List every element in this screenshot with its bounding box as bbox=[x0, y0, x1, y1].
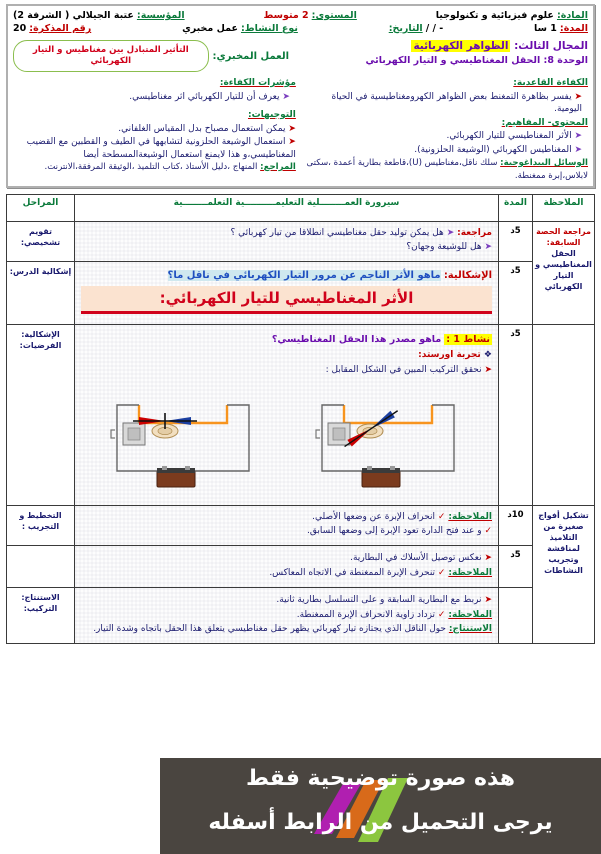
stage-cell-4: التخطيط و التجريب : bbox=[7, 506, 75, 546]
note-number-label: رقم المذكرة: bbox=[29, 23, 92, 34]
duration-field bbox=[534, 22, 588, 35]
means-label: الوسائل البيداغوجية: bbox=[500, 158, 588, 168]
header-observation: الملاحظة bbox=[533, 195, 595, 222]
circuit-svg-b bbox=[109, 383, 259, 495]
check-icon: ✓ bbox=[437, 568, 446, 578]
duration-label: المدة: bbox=[559, 23, 588, 34]
step-text-5: نعكس توصيل الأسلاك في البطارية. bbox=[350, 553, 482, 563]
domain-label: المجال الثالث: bbox=[514, 40, 588, 52]
review-item-2: هل للوشيعة وجهان؟ bbox=[406, 242, 482, 252]
arrow-icon: ➤ bbox=[484, 553, 492, 563]
subject-value: علوم فيزيائية و تكنولوجيا bbox=[435, 10, 554, 21]
arrow-icon: ➤ bbox=[484, 595, 492, 605]
instruction-line bbox=[81, 364, 492, 377]
date-label: التاريخ: bbox=[388, 23, 423, 34]
activity-type-label: نوع النشاط: bbox=[240, 23, 298, 34]
stage-cell-5 bbox=[7, 546, 75, 588]
content-item-2 bbox=[305, 144, 588, 157]
lab-work-label: العمل المخبري: bbox=[212, 50, 289, 62]
review-item-1: هل يمكن توليد حقل مغناطيسي انطلاقا من تيار كهربائي ؟ bbox=[230, 228, 444, 238]
battery-terminal-neg bbox=[367, 466, 372, 470]
circuit-svg-a bbox=[314, 383, 464, 495]
directives-label: التوجيهات: bbox=[247, 110, 296, 120]
duration-cell-6 bbox=[499, 588, 533, 644]
duration-cell-1: 5د bbox=[499, 222, 533, 262]
note-cell-1 bbox=[533, 222, 595, 325]
check-icon: ✓ bbox=[437, 512, 446, 522]
level-label: المستوى: bbox=[311, 10, 357, 21]
stage-cell-6: الاستنتاج: التركيب: bbox=[7, 588, 75, 644]
header-box bbox=[6, 4, 595, 188]
header-line-2 bbox=[13, 22, 588, 35]
lab-work-block bbox=[13, 40, 289, 72]
battery-body bbox=[157, 471, 195, 487]
subject-label: المادة: bbox=[556, 10, 588, 21]
domain-line bbox=[301, 40, 589, 52]
table-row bbox=[7, 262, 595, 325]
duration-cell-2: 5د bbox=[499, 262, 533, 325]
lab-work-title: التأثير المتبادل بين مغناطيس و التيار الكهربائي bbox=[13, 40, 209, 72]
lesson-title-banner: الأثر المغناطيسي للتيار الكهربائي: bbox=[81, 286, 492, 314]
indicator-text-1: يعرف أن للتيار الكهربائي اثر مغناطيسي. bbox=[129, 91, 280, 102]
duration-cell-3: 5د bbox=[499, 325, 533, 506]
arrow-icon: ➤ bbox=[288, 123, 296, 134]
problem-line bbox=[81, 269, 492, 283]
header-process: سيرورة العمــــــــلية التعليمــــــــــية التعلمــــــــية bbox=[75, 195, 499, 222]
institution-value: عتبة الجيلالي ( الشرفة 2) bbox=[13, 10, 134, 21]
observation-line-2 bbox=[81, 525, 492, 538]
push-switch-button bbox=[333, 428, 345, 440]
arrow-icon: ➤ bbox=[288, 137, 296, 147]
activity-type-value: عمل مخبري bbox=[182, 23, 238, 34]
note-body-1: الحقل المغناطيسي و التيار الكهربائي bbox=[535, 249, 592, 291]
chevron-icon: ➤ bbox=[484, 242, 492, 252]
indicators-title-row bbox=[13, 77, 296, 91]
conclusion-text: حول الناقل الذي يجتازه تيار كهربائي يظهر حقل مغناطيسي يتعلق هذا الحقل باتجاه وشدة التيار. bbox=[93, 624, 446, 634]
domain-value: الظواهر الكهربائية bbox=[413, 40, 509, 52]
level-field bbox=[263, 9, 356, 22]
note-number-field bbox=[13, 22, 91, 35]
date-value: - / / bbox=[425, 23, 444, 34]
means-value: سلك ناقل،مغناطيس (U)،قاطعة بطارية أعمدة ،سكتى لابلاس،إبرة ممغنطة. bbox=[306, 158, 588, 181]
process-cell-3 bbox=[75, 325, 499, 506]
problem-text: ماهو الأثر الناجم عن مرور التيار الكهربائي في ناقل ما؟ bbox=[167, 270, 441, 281]
base-competency-label: الكفاءة القاعدية: bbox=[513, 78, 588, 88]
observation-line-6 bbox=[81, 609, 492, 622]
stage-cell-2: إشكالية الدرس: bbox=[7, 262, 75, 325]
note-head-1: مراجعة الحصة السابقة: bbox=[536, 227, 591, 247]
content-text-2: المغناطيس الكهربائي (الوشيعة الحلزونية). bbox=[414, 144, 572, 155]
refs-value: المنهاج ،دليل الأستاذ ،كتاب التلميذ ،الوثيقة المرفقة،الانترنت. bbox=[44, 162, 258, 172]
note-number-value: 20 bbox=[13, 23, 27, 34]
experiment-line bbox=[81, 349, 492, 362]
stage-cell-3: الإشكالية: الفرضيات: bbox=[7, 325, 75, 506]
base-competency-title-row bbox=[305, 77, 588, 91]
table-header-row bbox=[7, 195, 595, 222]
watermark-line-2: يرجى التحميل من الرابط أسفله bbox=[208, 810, 553, 835]
needle-axis bbox=[345, 411, 398, 447]
unit-line bbox=[301, 55, 589, 66]
directive-text-2: استعمال الوشيعة الحلزونية لتشابهها في الطيف و القطبين مع القضيب المغناطيسي،و هذا لايمنع استعمال الوشيعةالمسطحة أيضا bbox=[26, 137, 296, 160]
watermark-line-1: هذه صورة توضيحية فقط bbox=[246, 766, 515, 791]
compass-needle-deflected bbox=[343, 407, 401, 449]
domain-block bbox=[301, 40, 589, 66]
battery-terminal-pos bbox=[390, 466, 395, 470]
directive-item-2 bbox=[13, 136, 296, 161]
content-item-1 bbox=[305, 130, 588, 143]
process-cell-1 bbox=[75, 222, 499, 262]
lesson-process-table bbox=[6, 194, 595, 644]
content-text-1: الأثر المغناطيسي للتيار الكهربائي. bbox=[446, 131, 572, 141]
step-text-6: نربط مع البطارية السابقة و على التسلسل بطارية ثانية. bbox=[276, 595, 482, 605]
step-line-6 bbox=[81, 594, 492, 607]
check-icon: ✓ bbox=[484, 526, 492, 536]
table-row bbox=[7, 546, 595, 588]
competency-column bbox=[305, 77, 588, 182]
unit-label: الوحدة 8: bbox=[543, 55, 588, 66]
chevron-icon: ➤ bbox=[446, 228, 455, 238]
activity-line bbox=[81, 333, 492, 347]
observation-line-5 bbox=[81, 567, 492, 580]
check-icon: ✓ bbox=[437, 610, 446, 620]
means-row bbox=[305, 158, 588, 182]
note-cell-4 bbox=[533, 506, 595, 644]
circuit-diagram-rest bbox=[109, 383, 259, 495]
refs-label: المراجع: bbox=[260, 162, 296, 172]
duration-cell-4: 10د bbox=[499, 506, 533, 546]
stage-cell-1: تقويم تشخيصي: bbox=[7, 222, 75, 262]
conclusion-label: الاستنتاج: bbox=[448, 624, 492, 634]
note-text-4: تشكيل أفواج صغيرة من التلاميذ لمناقشة وتجريب النشاطات bbox=[538, 511, 589, 575]
table-row bbox=[7, 588, 595, 644]
step-line-5 bbox=[81, 552, 492, 565]
content-title-row bbox=[305, 117, 588, 131]
chevron-icon: ➤ bbox=[282, 91, 290, 102]
observation-line-1 bbox=[81, 511, 492, 524]
directive-text-1: يمكن استعمال مصباح بدل المقياس الغلفاني. bbox=[118, 123, 286, 134]
battery-body bbox=[362, 471, 400, 487]
circuit-diagrams bbox=[81, 383, 492, 495]
observation-text-5: تنحرف الإبرة الممغنطة في الاتجاه المعاكس. bbox=[269, 568, 436, 578]
directives-title-row bbox=[13, 109, 296, 123]
subject-field bbox=[436, 9, 588, 22]
activity-badge: نشاط 1 : bbox=[446, 334, 490, 345]
header-duration: المدة bbox=[499, 195, 533, 222]
table-row bbox=[7, 506, 595, 546]
institution-field bbox=[13, 9, 185, 22]
unit-value: الحقل المغناطيسي و التيار الكهربائي bbox=[365, 55, 541, 66]
watermark-overlay bbox=[160, 758, 601, 854]
observation-label-1: الملاحظة: bbox=[448, 512, 492, 522]
process-cell-2 bbox=[75, 262, 499, 325]
table-row bbox=[7, 222, 595, 262]
header-stages: المراحل bbox=[7, 195, 75, 222]
circuit-diagram-deflected bbox=[314, 383, 464, 495]
review-label: مراجعة: bbox=[457, 228, 492, 238]
base-competency-text: يفسر بظاهرة التمغنط بعض الظواهر الكهرومغناطيسية في الحياة اليومية. bbox=[331, 91, 582, 114]
observation-text-1: انحراف الإبرة عن وضعها الأصلي. bbox=[312, 512, 436, 522]
push-switch-button bbox=[128, 428, 140, 440]
process-cell-4 bbox=[75, 506, 499, 546]
diamond-bullet-icon: ❖ bbox=[483, 350, 492, 360]
observation-label-5: الملاحظة: bbox=[448, 568, 492, 578]
process-cell-5 bbox=[75, 546, 499, 588]
duration-cell-5: 5د bbox=[499, 546, 533, 588]
indicators-column bbox=[13, 77, 296, 182]
conclusion-line bbox=[81, 623, 492, 636]
arrow-icon: ➤ bbox=[574, 91, 582, 102]
duration-value: 1 سا bbox=[534, 23, 557, 34]
arrow-icon: ➤ bbox=[484, 365, 492, 375]
header-line-1 bbox=[13, 9, 588, 22]
directive-item-1 bbox=[13, 123, 296, 136]
base-competency-item bbox=[305, 91, 588, 116]
instruction-text: نحقق التركيب المبين في الشكل المقابل : bbox=[325, 365, 482, 375]
problem-label: الإشكالية: bbox=[443, 270, 492, 281]
observation-text-6: تزداد زاوية الانحراف الإبرة الممغنطة. bbox=[296, 610, 436, 620]
indicators-label: مؤشرات الكفاءة: bbox=[219, 78, 296, 88]
observation-label-6: الملاحظة: bbox=[448, 610, 492, 620]
switch-terminal bbox=[111, 430, 115, 438]
chevron-icon: ➤ bbox=[574, 131, 582, 141]
header-columns bbox=[13, 77, 588, 182]
battery-terminal-neg bbox=[162, 466, 167, 470]
header-middle bbox=[13, 40, 588, 72]
battery-terminal-pos bbox=[185, 466, 190, 470]
table-row bbox=[7, 325, 595, 506]
activity-type-field bbox=[182, 22, 298, 35]
switch-terminal bbox=[316, 430, 320, 438]
refs-row bbox=[13, 162, 296, 175]
activity-question: ماهو مصدر هذا الحقل المغناطيسي؟ bbox=[271, 334, 442, 345]
indicator-item-1 bbox=[13, 91, 296, 104]
process-cell-6 bbox=[75, 588, 499, 644]
note-cell-3 bbox=[533, 325, 595, 506]
observation-text-2: و عند فتح الدارة تعود الإبرة إلى وضعها السابق. bbox=[307, 526, 482, 536]
experiment-title: تجربة اورستد: bbox=[418, 350, 481, 360]
review-line-1 bbox=[81, 227, 492, 240]
content-label: المحتوى- المفاهيم: bbox=[501, 117, 588, 128]
chevron-icon: ➤ bbox=[574, 144, 582, 155]
review-line-2 bbox=[81, 241, 492, 254]
institution-label: المؤسسة: bbox=[136, 10, 185, 21]
date-field bbox=[389, 22, 443, 35]
level-value: 2 متوسط bbox=[263, 10, 309, 21]
